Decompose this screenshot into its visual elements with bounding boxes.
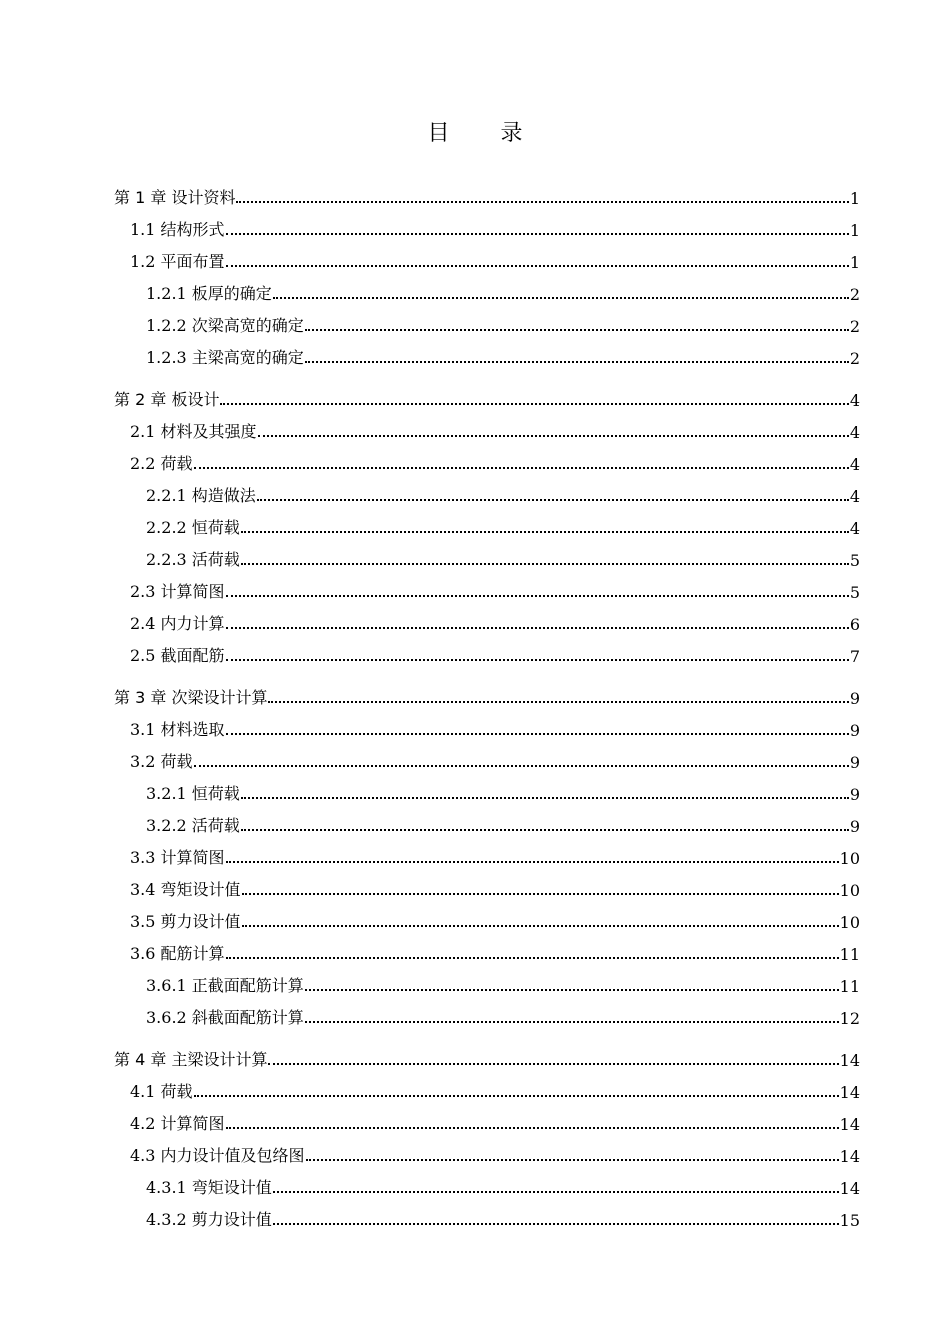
toc-leader-dots: [268, 701, 848, 703]
toc-entry-label: 2.2 荷载: [130, 454, 193, 473]
toc-entry-page-number: 14: [839, 1115, 860, 1134]
toc-entry-page-number: 9: [849, 785, 860, 804]
toc-entry-page-number: 2: [849, 349, 860, 368]
toc-entry-page-number: 4: [849, 423, 860, 442]
toc-entry[interactable]: [114, 414, 860, 446]
toc-entry-label: 4.3.1 弯矩设计值: [146, 1178, 272, 1197]
toc-leader-dots: [241, 829, 849, 831]
toc-leader-dots: [242, 893, 839, 895]
toc-entry-page-number: 2: [849, 317, 860, 336]
toc-entry-page-number: 4: [849, 487, 860, 506]
toc-entry-page-number: 4: [849, 519, 860, 538]
toc-entry-page-number: 14: [839, 1083, 860, 1102]
toc-entry-label: 4.3 内力设计值及包络图: [130, 1146, 305, 1165]
toc-entry-page-number: 9: [849, 721, 860, 740]
toc-entry-label: 2.4 内力计算: [130, 614, 225, 633]
toc-entry-label: 3.6.2 斜截面配筋计算: [146, 1008, 304, 1027]
toc-entry-label: 3.4 弯矩设计值: [130, 880, 241, 899]
toc-entry-label: 3.2.1 恒荷载: [146, 784, 240, 803]
toc-entry[interactable]: [114, 712, 860, 744]
toc-entry-label: 1.2 平面布置: [130, 252, 225, 271]
toc-leader-dots: [226, 659, 849, 661]
toc-entry[interactable]: [114, 744, 860, 776]
toc-leader-dots: [305, 329, 849, 331]
toc-leader-dots: [306, 1159, 839, 1161]
toc-entry[interactable]: [114, 904, 860, 936]
toc-entry-page-number: 14: [839, 1179, 860, 1198]
toc-entry-label: 4.1 荷载: [130, 1082, 193, 1101]
toc-entry-label: 2.2.2 恒荷载: [146, 518, 240, 537]
toc-leader-dots: [194, 765, 849, 767]
toc-leader-dots: [236, 201, 848, 203]
toc-entry-page-number: 9: [849, 689, 860, 708]
toc-leader-dots: [241, 531, 849, 533]
toc-entry[interactable]: [114, 382, 860, 414]
toc-entry[interactable]: [114, 968, 860, 1000]
toc-entry[interactable]: [114, 1170, 860, 1202]
toc-entry-page-number: 4: [849, 391, 860, 410]
toc-entry[interactable]: [114, 840, 860, 872]
toc-entry-label: 第 2 章 板设计: [114, 390, 220, 409]
toc-entry-page-number: 10: [839, 881, 860, 900]
toc-entry[interactable]: [114, 574, 860, 606]
toc-entry-label: 第 3 章 次梁设计计算: [114, 688, 268, 707]
toc-entry-page-number: 12: [839, 1009, 860, 1028]
toc-entry[interactable]: [114, 212, 860, 244]
toc-entry[interactable]: [114, 1106, 860, 1138]
toc-leader-dots: [257, 499, 849, 501]
toc-leader-dots: [226, 233, 849, 235]
toc-entry-label: 3.3 计算简图: [130, 848, 225, 867]
toc-entry[interactable]: [114, 276, 860, 308]
toc-entry-label: 3.6.1 正截面配筋计算: [146, 976, 304, 995]
toc-entry-label: 1.2.1 板厚的确定: [146, 284, 272, 303]
toc-entry-page-number: 5: [849, 583, 860, 602]
toc-entry[interactable]: [114, 1042, 860, 1074]
toc-entry-page-number: 2: [849, 285, 860, 304]
toc-leader-dots: [194, 1095, 839, 1097]
toc-leader-dots: [226, 1127, 839, 1129]
toc-entry-page-number: 9: [849, 753, 860, 772]
page-title: 目 录: [427, 121, 545, 146]
toc-entry-label: 3.6 配筋计算: [130, 944, 225, 963]
toc-entry-label: 3.1 材料选取: [130, 720, 225, 739]
toc-entry[interactable]: [114, 936, 860, 968]
toc-entry-label: 1.2.3 主梁高宽的确定: [146, 348, 304, 367]
toc-entry-page-number: 11: [839, 977, 860, 996]
toc-entry[interactable]: [114, 680, 860, 712]
toc-entry[interactable]: [114, 1138, 860, 1170]
toc-entry-label: 1.1 结构形式: [130, 220, 225, 239]
toc-entry[interactable]: [114, 638, 860, 670]
table-of-contents: [114, 180, 860, 1234]
toc-entry[interactable]: [114, 1074, 860, 1106]
toc-entry-label: 3.5 剪力设计值: [130, 912, 241, 931]
toc-entry[interactable]: [114, 340, 860, 372]
toc-leader-dots: [220, 403, 848, 405]
toc-entry-page-number: 14: [839, 1147, 860, 1166]
toc-entry-label: 1.2.2 次梁高宽的确定: [146, 316, 304, 335]
toc-entry[interactable]: [114, 1202, 860, 1234]
toc-entry[interactable]: [114, 542, 860, 574]
toc-entry-page-number: 6: [849, 615, 860, 634]
toc-entry-page-number: 15: [839, 1211, 860, 1230]
toc-entry[interactable]: [114, 180, 860, 212]
toc-entry-page-number: 4: [849, 455, 860, 474]
toc-leader-dots: [194, 467, 849, 469]
toc-entry-page-number: 1: [849, 221, 860, 240]
toc-entry[interactable]: [114, 776, 860, 808]
toc-entry-label: 2.5 截面配筋: [130, 646, 225, 665]
toc-entry-page-number: 11: [839, 945, 860, 964]
toc-leader-dots: [226, 733, 849, 735]
toc-leader-dots: [273, 1223, 839, 1225]
toc-entry-label: 2.1 材料及其强度: [130, 422, 257, 441]
toc-entry-label: 2.2.3 活荷载: [146, 550, 240, 569]
toc-leader-dots: [273, 1191, 839, 1193]
toc-entry-page-number: 9: [849, 817, 860, 836]
toc-entry-label: 3.2.2 活荷载: [146, 816, 240, 835]
toc-leader-dots: [226, 957, 839, 959]
toc-entry-page-number: 1: [849, 189, 860, 208]
toc-entry[interactable]: [114, 872, 860, 904]
toc-entry[interactable]: [114, 606, 860, 638]
toc-entry-page-number: 7: [849, 647, 860, 666]
toc-leader-dots: [258, 435, 849, 437]
toc-entry[interactable]: [114, 446, 860, 478]
toc-leader-dots: [226, 265, 849, 267]
toc-leader-dots: [305, 361, 849, 363]
toc-leader-dots: [273, 297, 849, 299]
toc-entry-label: 第 1 章 设计资料: [114, 188, 236, 207]
toc-leader-dots: [226, 861, 839, 863]
toc-entry-page-number: 5: [849, 551, 860, 570]
toc-leader-dots: [241, 563, 849, 565]
toc-entry-page-number: 14: [839, 1051, 860, 1070]
toc-entry[interactable]: [114, 1000, 860, 1032]
toc-entry-label: 4.3.2 剪力设计值: [146, 1210, 272, 1229]
toc-leader-dots: [268, 1063, 838, 1065]
toc-entry-page-number: 10: [839, 849, 860, 868]
toc-entry[interactable]: [114, 478, 860, 510]
toc-leader-dots: [226, 595, 849, 597]
toc-entry-page-number: 1: [849, 253, 860, 272]
toc-entry[interactable]: [114, 308, 860, 340]
toc-leader-dots: [226, 627, 849, 629]
toc-leader-dots: [242, 925, 839, 927]
toc-leader-dots: [241, 797, 849, 799]
toc-entry-label: 3.2 荷载: [130, 752, 193, 771]
toc-entry-page-number: 10: [839, 913, 860, 932]
toc-leader-dots: [305, 989, 839, 991]
toc-entry[interactable]: [114, 244, 860, 276]
toc-entry[interactable]: [114, 510, 860, 542]
toc-entry-label: 2.2.1 构造做法: [146, 486, 256, 505]
toc-leader-dots: [305, 1021, 839, 1023]
toc-entry-label: 4.2 计算简图: [130, 1114, 225, 1133]
toc-entry-label: 2.3 计算简图: [130, 582, 225, 601]
toc-entry-label: 第 4 章 主梁设计计算: [114, 1050, 268, 1069]
toc-entry[interactable]: [114, 808, 860, 840]
